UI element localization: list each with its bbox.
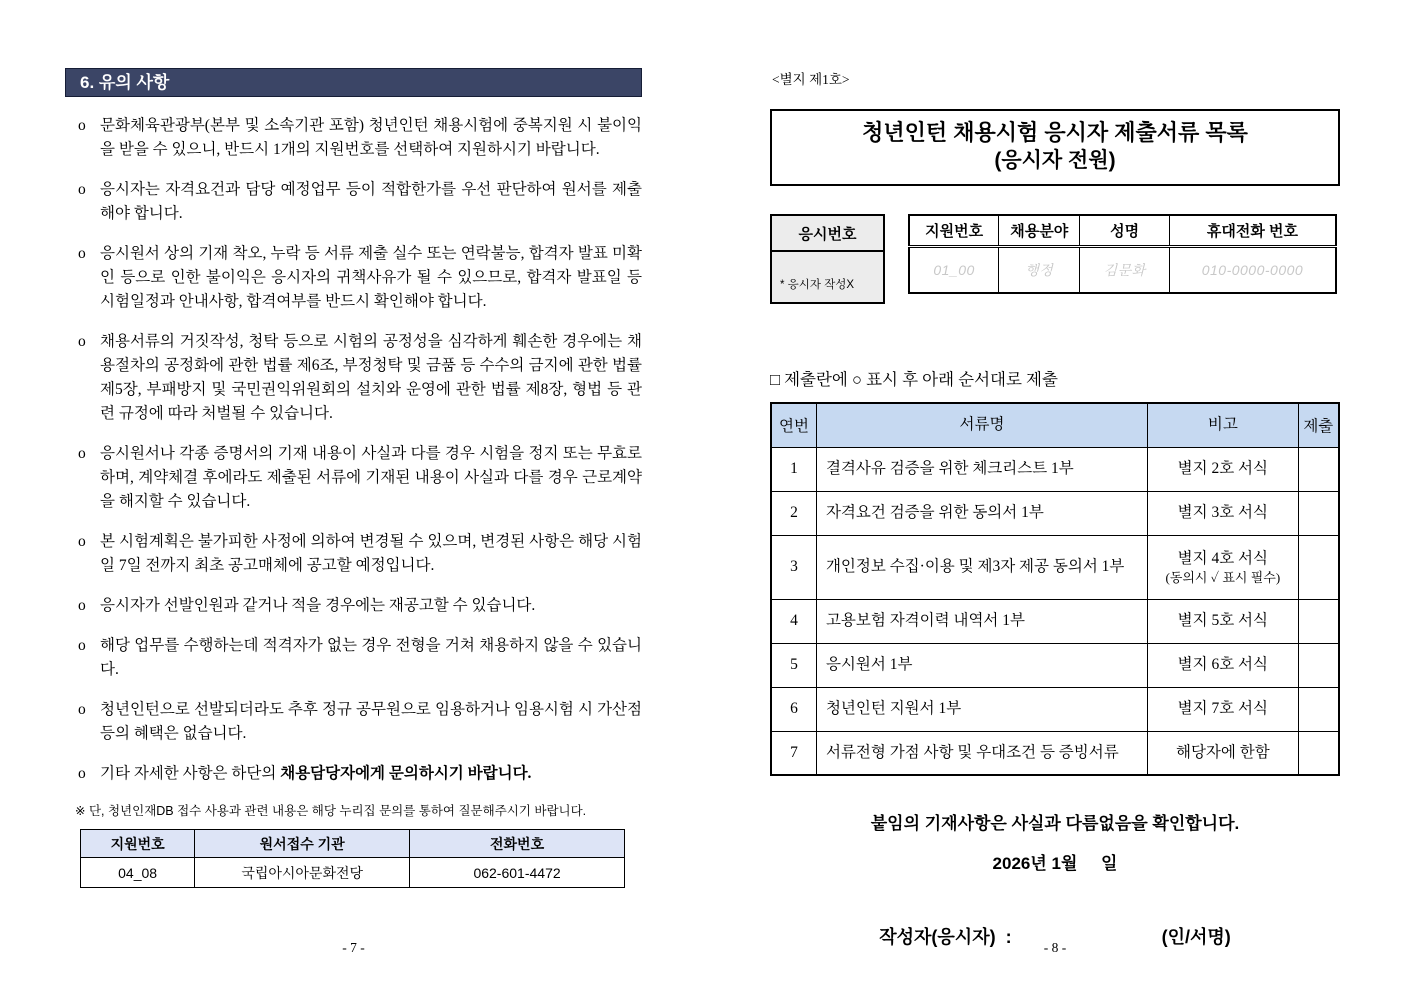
doc-no: 2 xyxy=(771,491,816,535)
notice-bullet-list xyxy=(65,114,642,786)
exam-number-box xyxy=(770,214,885,304)
contact-header-phone: 전화번호 xyxy=(410,830,625,858)
applicant-cell-name: 김문화 xyxy=(1080,246,1170,293)
documents-header-remark: 비고 xyxy=(1148,403,1299,447)
notice-text: 문화체육관광부(본부 및 소속기관 포함) 청년인턴 채용시험에 중복지원 시 불이익을 받을 수 있으니, 반드시 1개의 지원번호를 선택하여 지원하시기 바랍니다. xyxy=(100,117,642,158)
applicant-header-name: 성명 xyxy=(1080,215,1170,246)
table-row xyxy=(771,643,1339,687)
notice-item xyxy=(65,762,642,786)
doc-remark: 별지 6호 서식 xyxy=(1148,643,1299,687)
notice-item xyxy=(65,698,642,746)
contact-cell-phone: 062-601-4472 xyxy=(410,858,625,888)
notice-item xyxy=(65,634,642,682)
table-row xyxy=(771,731,1339,775)
doc-remark-main: 별지 4호 서식 xyxy=(1177,549,1269,567)
doc-submit-cell xyxy=(1298,687,1339,731)
doc-remark: 해당자에 한함 xyxy=(1148,731,1299,775)
section-title: 6. 유의 사항 xyxy=(80,73,170,92)
contact-cell-agency: 국립아시아문화전당 xyxy=(195,858,410,888)
doc-name: 개인정보 수집·이용 및 제3자 제공 동의서 1부 xyxy=(816,535,1147,599)
documents-header-submit: 제출 xyxy=(1298,403,1339,447)
doc-name: 청년인턴 지원서 1부 xyxy=(816,687,1147,731)
doc-no: 3 xyxy=(771,535,816,599)
contact-header-agency: 원서접수 기관 xyxy=(195,830,410,858)
page-left xyxy=(65,68,642,968)
document-title: 청년인턴 채용시험 응시자 제출서류 목록 xyxy=(862,120,1248,145)
doc-name: 서류전형 가점 사항 및 우대조건 등 증빙서류 xyxy=(816,731,1147,775)
annex-label: <별지 제1호> xyxy=(772,72,850,87)
page-number-8: - 8 - xyxy=(1043,940,1067,955)
section-banner xyxy=(65,68,642,97)
table-header-row xyxy=(909,215,1336,246)
doc-no: 1 xyxy=(771,447,816,491)
doc-no: 7 xyxy=(771,731,816,775)
page-number-7: - 7 - xyxy=(342,940,365,955)
doc-name: 자격요건 검증을 위한 동의서 1부 xyxy=(816,491,1147,535)
contact-cell-application-no: 04_08 xyxy=(81,858,195,888)
notice-text: 채용서류의 거짓작성, 청탁 등으로 시험의 공정성을 심각하게 훼손한 경우에는 채용절차의 공정화에 관한 법률 제6조, 부정청탁 및 금품 등 수수의 금지에 관한 법률 제5장, 부패방지 및 국민권익위원회의 설치와 운영에 관한 법률 제8장, 형법 등 관련 규정에 따라 처벌될 수 있습니다. xyxy=(100,333,642,422)
doc-no: 5 xyxy=(771,643,816,687)
bullet-marker: o xyxy=(78,533,86,550)
doc-submit-cell xyxy=(1298,599,1339,643)
notice-text: 청년인턴으로 선발되더라도 추후 정규 공무원으로 임용하거나 임용시험 시 가산점 등의 혜택은 없습니다. xyxy=(100,701,642,742)
page-right xyxy=(770,60,1340,992)
contact-header-application-no: 지원번호 xyxy=(81,830,195,858)
doc-remark-note: (동의시 ✓ 표시 필수) xyxy=(1165,569,1281,585)
applicant-header-phone: 휴대전화 번호 xyxy=(1169,215,1336,246)
table-header-row xyxy=(771,403,1339,447)
applicant-cell-phone: 010-0000-0000 xyxy=(1169,246,1336,293)
doc-remark: 별지 3호 서식 xyxy=(1148,491,1299,535)
doc-no: 6 xyxy=(771,687,816,731)
applicant-table xyxy=(908,214,1337,294)
doc-no: 4 xyxy=(771,599,816,643)
table-row xyxy=(771,447,1339,491)
doc-remark xyxy=(1148,535,1299,599)
notice-text: 응시자는 자격요건과 담당 예정업무 등이 적합한가를 우선 판단하여 원서를 제출해야 합니다. xyxy=(100,181,642,222)
notice-text-bold: 채용담당자에게 문의하시기 바랍니다. xyxy=(280,765,532,782)
notice-item xyxy=(65,442,642,514)
doc-remark: 별지 2호 서식 xyxy=(1148,447,1299,491)
notice-item xyxy=(65,114,642,162)
bullet-marker: o xyxy=(78,117,86,134)
notice-text: 응시자가 선발인원과 같거나 적을 경우에는 재공고할 수 있습니다. xyxy=(100,597,536,614)
notice-item xyxy=(65,178,642,226)
notice-text: 응시원서나 각종 증명서의 기재 내용이 사실과 다를 경우 시험을 정지 또는 무효로 하며, 계약체결 후에라도 제출된 서류에 기재된 내용이 사실과 다를 경우 근로계약을 해지할 수 있습니다. xyxy=(100,445,642,510)
table-header-row xyxy=(81,830,625,858)
notice-item xyxy=(65,330,642,426)
applicant-cell-application-no: 01_00 xyxy=(909,246,999,293)
notice-item xyxy=(65,594,642,618)
notice-text: 해당 업무를 수행하는데 적격자가 없는 경우 전형을 거쳐 채용하지 않을 수 있습니다. xyxy=(100,637,642,678)
doc-name: 결격사유 검증을 위한 체크리스트 1부 xyxy=(816,447,1147,491)
bullet-marker: o xyxy=(78,597,86,614)
doc-submit-cell xyxy=(1298,643,1339,687)
table-row xyxy=(771,535,1339,599)
doc-submit-cell xyxy=(1298,447,1339,491)
contact-table xyxy=(80,829,625,888)
bullet-marker: o xyxy=(78,637,86,654)
doc-submit-cell xyxy=(1298,491,1339,535)
applicant-header-application-no: 지원번호 xyxy=(909,215,999,246)
bullet-marker: o xyxy=(78,445,86,462)
notice-text: 응시원서 상의 기재 착오, 누락 등 서류 제출 실수 또는 연락불능, 합격자 발표 미확인 등으로 인한 불이익은 응시자의 귀책사유가 될 수 있으므로, 합격자 발표일 등 시험일정과 안내사항, 합격여부를 반드시 확인해야 합니다. xyxy=(100,245,642,310)
table-row xyxy=(771,599,1339,643)
documents-header-name: 서류명 xyxy=(816,403,1147,447)
doc-submit-cell xyxy=(1298,535,1339,599)
doc-submit-cell xyxy=(1298,731,1339,775)
signer-label: 작성자(응시자) : xyxy=(879,927,1012,947)
exam-number-header: 응시번호 xyxy=(772,216,883,252)
table-row xyxy=(909,246,1336,293)
table-row xyxy=(771,687,1339,731)
applicant-header-field: 채용분야 xyxy=(999,215,1080,246)
bullet-marker: o xyxy=(78,333,86,350)
submit-instruction: □ 제출란에 ○ 표시 후 아래 순서대로 제출 xyxy=(770,370,1058,389)
applicant-info-area xyxy=(770,214,1340,304)
seal-signature-label: (인/서명) xyxy=(1161,927,1231,947)
documents-header-no: 연번 xyxy=(771,403,816,447)
documents-table xyxy=(770,402,1340,776)
exam-number-note: * 응시자 작성X xyxy=(780,279,855,291)
doc-name: 고용보험 자격이력 내역서 1부 xyxy=(816,599,1147,643)
notice-item xyxy=(65,530,642,578)
footnote: ※ 단, 청년인재DB 접수 사용과 관련 내용은 해당 누리집 문의를 통하여 질문해주시기 바랍니다. xyxy=(75,804,587,818)
bullet-marker: o xyxy=(78,181,86,198)
date-line: 2026년 1월 일 xyxy=(992,854,1118,873)
table-row xyxy=(771,491,1339,535)
bullet-marker: o xyxy=(78,245,86,262)
document-subtitle: (응시자 전원) xyxy=(994,149,1116,172)
doc-remark: 별지 5호 서식 xyxy=(1148,599,1299,643)
confirmation-statement: 붙임의 기재사항은 사실과 다름없음을 확인합니다. xyxy=(870,814,1240,833)
doc-remark: 별지 7호 서식 xyxy=(1148,687,1299,731)
bullet-marker: o xyxy=(78,765,86,782)
notice-item xyxy=(65,242,642,314)
table-row xyxy=(81,858,625,888)
notice-text: 본 시험계획은 불가피한 사정에 의하여 변경될 수 있으며, 변경된 사항은 해당 시험일 7일 전까지 최초 공고매체에 공고할 예정입니다. xyxy=(100,533,642,574)
notice-text-prefix: 기타 자세한 사항은 하단의 xyxy=(100,765,281,782)
bullet-marker: o xyxy=(78,701,86,718)
applicant-cell-field: 행정 xyxy=(999,246,1080,293)
document-title-box xyxy=(770,109,1340,186)
doc-name: 응시원서 1부 xyxy=(816,643,1147,687)
